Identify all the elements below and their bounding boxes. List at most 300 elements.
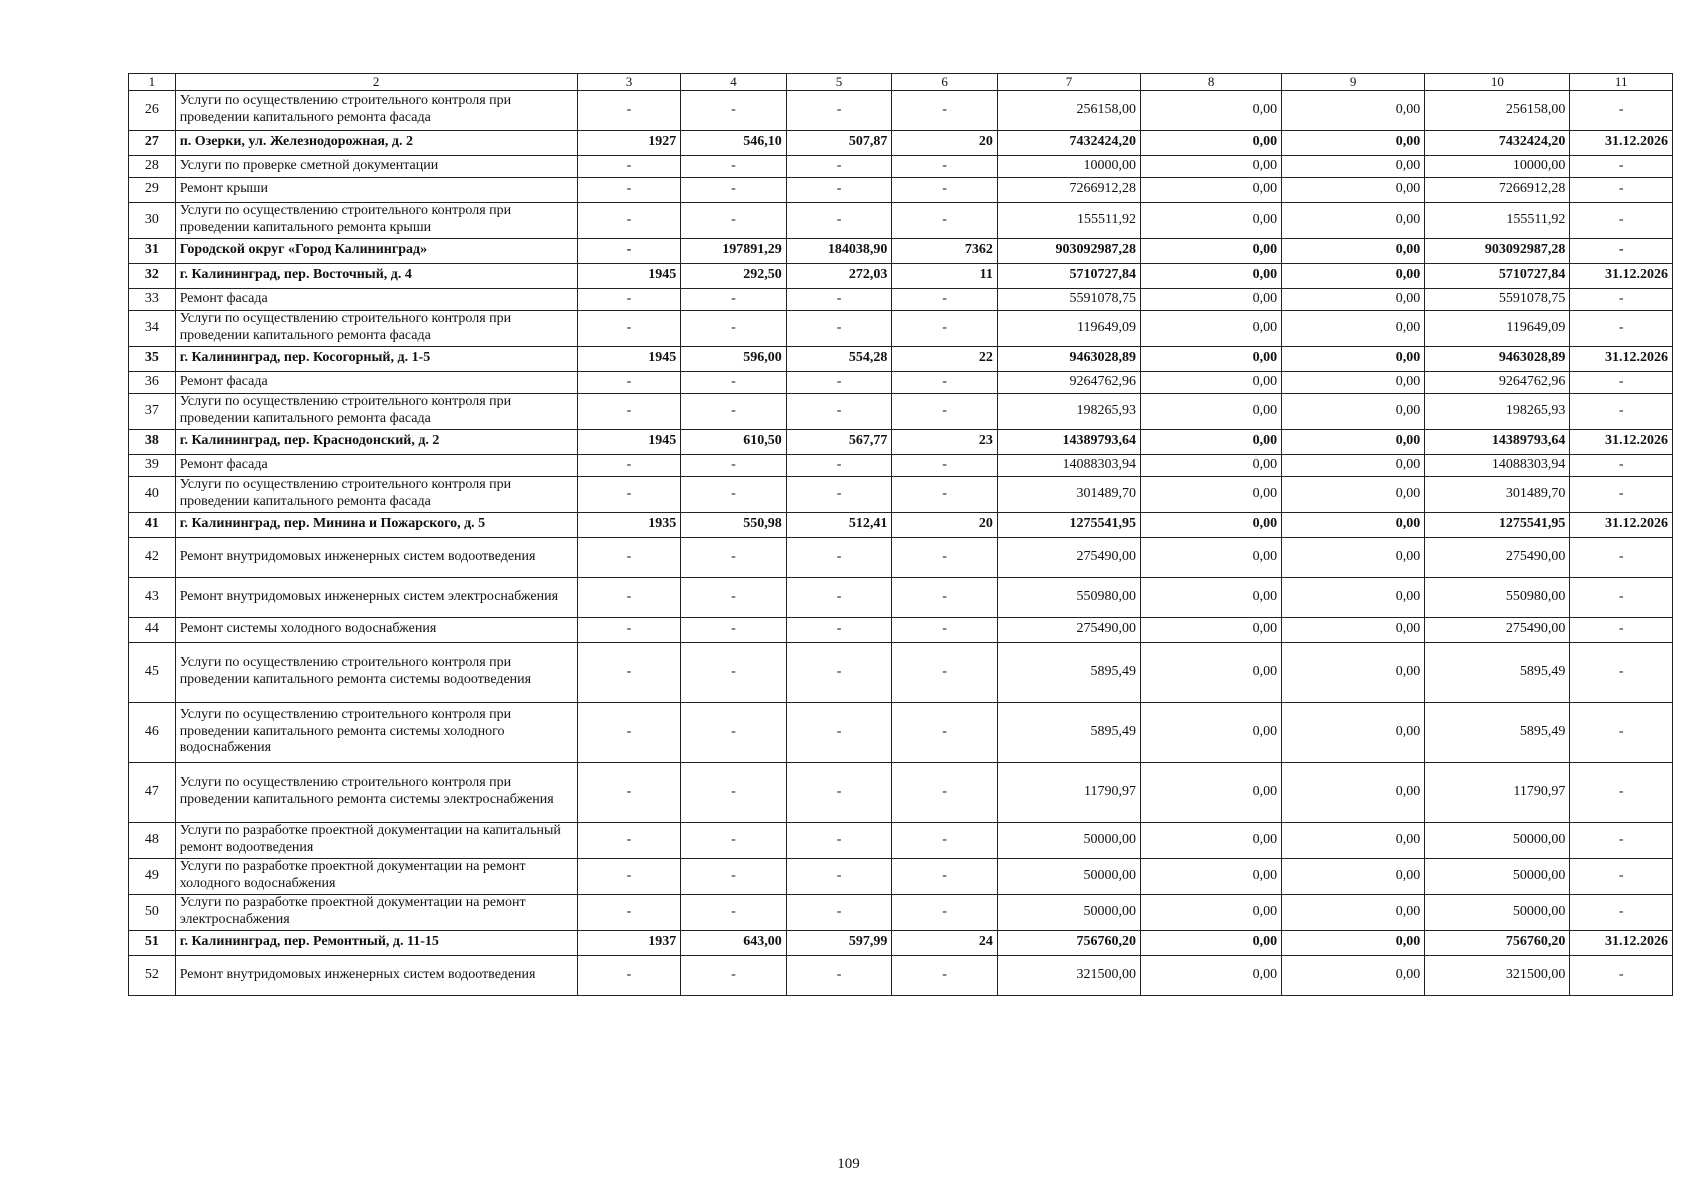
fund-share-cell: 0,00 (1141, 930, 1282, 955)
residents-cell: 7362 (892, 238, 998, 263)
row-number: 35 (129, 346, 176, 371)
year-cell: - (577, 577, 681, 617)
residents-cell: - (892, 955, 998, 995)
total-cost-cell: 155511,92 (997, 202, 1140, 238)
row-number: 37 (129, 393, 176, 429)
work-row (129, 371, 1673, 393)
year-cell: - (577, 642, 681, 702)
item-name: г. Калининград, пер. Косогорный, д. 1-5 (175, 346, 577, 371)
total-cost-cell: 275490,00 (997, 617, 1140, 642)
budget-share-cell: 0,00 (1282, 177, 1425, 202)
work-row (129, 702, 1673, 762)
area-total-cell: 643,00 (681, 930, 787, 955)
address-row (129, 238, 1673, 263)
year-cell: 1945 (577, 263, 681, 288)
row-number: 48 (129, 822, 176, 858)
deadline-cell: - (1570, 288, 1673, 310)
work-row (129, 202, 1673, 238)
owners-funds-cell: 5895,49 (1425, 702, 1570, 762)
work-row (129, 155, 1673, 177)
work-row (129, 894, 1673, 930)
total-cost-cell: 9264762,96 (997, 371, 1140, 393)
owners-funds-cell: 5710727,84 (1425, 263, 1570, 288)
program-table (128, 73, 1673, 996)
total-cost-cell: 301489,70 (997, 476, 1140, 512)
residents-cell: - (892, 202, 998, 238)
owners-funds-cell: 275490,00 (1425, 537, 1570, 577)
item-name: Услуги по осуществлению строительного контроля при проведении капитального ремонта системы водоотведения (175, 642, 577, 702)
residents-cell: 23 (892, 429, 998, 454)
column-number-header: 3 (577, 74, 681, 91)
row-number: 47 (129, 762, 176, 822)
budget-share-cell: 0,00 (1282, 429, 1425, 454)
fund-share-cell: 0,00 (1141, 702, 1282, 762)
work-row (129, 762, 1673, 822)
fund-share-cell: 0,00 (1141, 617, 1282, 642)
residents-cell: - (892, 577, 998, 617)
work-row (129, 454, 1673, 476)
fund-share-cell: 0,00 (1141, 894, 1282, 930)
owners-funds-cell: 9264762,96 (1425, 371, 1570, 393)
item-name: Услуги по разработке проектной документации на капитальный ремонт водоотведения (175, 822, 577, 858)
item-name: Услуги по разработке проектной документации на ремонт электроснабжения (175, 894, 577, 930)
area-living-cell: - (786, 822, 892, 858)
row-number: 27 (129, 130, 176, 155)
budget-share-cell: 0,00 (1282, 346, 1425, 371)
deadline-cell: - (1570, 393, 1673, 429)
area-total-cell: 550,98 (681, 512, 787, 537)
deadline-cell: - (1570, 762, 1673, 822)
item-name: Ремонт фасада (175, 454, 577, 476)
total-cost-cell: 119649,09 (997, 310, 1140, 346)
total-cost-cell: 10000,00 (997, 155, 1140, 177)
area-living-cell: - (786, 288, 892, 310)
area-total-cell: - (681, 155, 787, 177)
total-cost-cell: 50000,00 (997, 822, 1140, 858)
row-number: 50 (129, 894, 176, 930)
address-row (129, 263, 1673, 288)
total-cost-cell: 7266912,28 (997, 177, 1140, 202)
row-number: 45 (129, 642, 176, 702)
budget-share-cell: 0,00 (1282, 155, 1425, 177)
fund-share-cell: 0,00 (1141, 90, 1282, 130)
work-row (129, 393, 1673, 429)
deadline-cell: - (1570, 617, 1673, 642)
item-name: Услуги по осуществлению строительного контроля при проведении капитального ремонта фасада (175, 393, 577, 429)
total-cost-cell: 1275541,95 (997, 512, 1140, 537)
budget-share-cell: 0,00 (1282, 822, 1425, 858)
total-cost-cell: 756760,20 (997, 930, 1140, 955)
area-living-cell: - (786, 202, 892, 238)
row-number: 36 (129, 371, 176, 393)
budget-share-cell: 0,00 (1282, 393, 1425, 429)
address-row (129, 429, 1673, 454)
budget-share-cell: 0,00 (1282, 371, 1425, 393)
area-living-cell: 272,03 (786, 263, 892, 288)
row-number: 42 (129, 537, 176, 577)
address-row (129, 130, 1673, 155)
owners-funds-cell: 256158,00 (1425, 90, 1570, 130)
owners-funds-cell: 5895,49 (1425, 642, 1570, 702)
total-cost-cell: 550980,00 (997, 577, 1140, 617)
item-name: Ремонт крыши (175, 177, 577, 202)
work-row (129, 822, 1673, 858)
fund-share-cell: 0,00 (1141, 288, 1282, 310)
deadline-cell: 31.12.2026 (1570, 263, 1673, 288)
year-cell: 1945 (577, 346, 681, 371)
fund-share-cell: 0,00 (1141, 155, 1282, 177)
table-body (129, 74, 1673, 996)
deadline-cell: - (1570, 858, 1673, 894)
residents-cell: 11 (892, 263, 998, 288)
year-cell: 1945 (577, 429, 681, 454)
area-living-cell: 512,41 (786, 512, 892, 537)
area-total-cell: - (681, 393, 787, 429)
area-total-cell: - (681, 617, 787, 642)
owners-funds-cell: 198265,93 (1425, 393, 1570, 429)
area-total-cell: 197891,29 (681, 238, 787, 263)
budget-share-cell: 0,00 (1282, 202, 1425, 238)
year-cell: - (577, 371, 681, 393)
item-name: Услуги по осуществлению строительного контроля при проведении капитального ремонта фасада (175, 90, 577, 130)
year-cell: - (577, 476, 681, 512)
year-cell: - (577, 955, 681, 995)
budget-share-cell: 0,00 (1282, 955, 1425, 995)
work-row (129, 476, 1673, 512)
area-living-cell: - (786, 393, 892, 429)
area-living-cell: - (786, 454, 892, 476)
area-living-cell: - (786, 858, 892, 894)
work-row (129, 617, 1673, 642)
owners-funds-cell: 10000,00 (1425, 155, 1570, 177)
residents-cell: - (892, 310, 998, 346)
residents-cell: - (892, 702, 998, 762)
row-number: 46 (129, 702, 176, 762)
owners-funds-cell: 14389793,64 (1425, 429, 1570, 454)
row-number: 40 (129, 476, 176, 512)
total-cost-cell: 5591078,75 (997, 288, 1140, 310)
total-cost-cell: 5895,49 (997, 642, 1140, 702)
item-name: Услуги по осуществлению строительного контроля при проведении капитального ремонта фасада (175, 310, 577, 346)
area-total-cell: - (681, 955, 787, 995)
owners-funds-cell: 321500,00 (1425, 955, 1570, 995)
deadline-cell: - (1570, 155, 1673, 177)
year-cell: - (577, 393, 681, 429)
column-number-header: 2 (175, 74, 577, 91)
item-name: Ремонт фасада (175, 288, 577, 310)
total-cost-cell: 5895,49 (997, 702, 1140, 762)
year-cell: - (577, 702, 681, 762)
deadline-cell: - (1570, 822, 1673, 858)
fund-share-cell: 0,00 (1141, 130, 1282, 155)
budget-share-cell: 0,00 (1282, 642, 1425, 702)
deadline-cell: 31.12.2026 (1570, 429, 1673, 454)
owners-funds-cell: 550980,00 (1425, 577, 1570, 617)
residents-cell: - (892, 894, 998, 930)
residents-cell: - (892, 371, 998, 393)
item-name: Городской округ «Город Калининград» (175, 238, 577, 263)
year-cell: 1927 (577, 130, 681, 155)
deadline-cell: - (1570, 177, 1673, 202)
area-living-cell: - (786, 476, 892, 512)
owners-funds-cell: 155511,92 (1425, 202, 1570, 238)
row-number: 34 (129, 310, 176, 346)
budget-share-cell: 0,00 (1282, 288, 1425, 310)
year-cell: - (577, 617, 681, 642)
item-name: Услуги по осуществлению строительного контроля при проведении капитального ремонта крыши (175, 202, 577, 238)
row-number: 31 (129, 238, 176, 263)
total-cost-cell: 9463028,89 (997, 346, 1140, 371)
owners-funds-cell: 903092987,28 (1425, 238, 1570, 263)
total-cost-cell: 50000,00 (997, 894, 1140, 930)
row-number: 51 (129, 930, 176, 955)
item-name: Услуги по осуществлению строительного контроля при проведении капитального ремонта фасада (175, 476, 577, 512)
area-living-cell: 554,28 (786, 346, 892, 371)
total-cost-cell: 5710727,84 (997, 263, 1140, 288)
work-row (129, 955, 1673, 995)
item-name: Услуги по осуществлению строительного контроля при проведении капитального ремонта системы электроснабжения (175, 762, 577, 822)
total-cost-cell: 14088303,94 (997, 454, 1140, 476)
area-living-cell: - (786, 617, 892, 642)
item-name: г. Калининград, пер. Восточный, д. 4 (175, 263, 577, 288)
fund-share-cell: 0,00 (1141, 346, 1282, 371)
total-cost-cell: 275490,00 (997, 537, 1140, 577)
owners-funds-cell: 301489,70 (1425, 476, 1570, 512)
residents-cell: - (892, 393, 998, 429)
area-living-cell: 184038,90 (786, 238, 892, 263)
area-living-cell: - (786, 310, 892, 346)
item-name: Ремонт системы холодного водоснабжения (175, 617, 577, 642)
deadline-cell: - (1570, 476, 1673, 512)
fund-share-cell: 0,00 (1141, 202, 1282, 238)
deadline-cell: 31.12.2026 (1570, 346, 1673, 371)
deadline-cell: - (1570, 642, 1673, 702)
budget-share-cell: 0,00 (1282, 90, 1425, 130)
year-cell: - (577, 238, 681, 263)
area-living-cell: - (786, 762, 892, 822)
address-row (129, 930, 1673, 955)
area-living-cell: 567,77 (786, 429, 892, 454)
area-total-cell: 546,10 (681, 130, 787, 155)
work-row (129, 858, 1673, 894)
fund-share-cell: 0,00 (1141, 429, 1282, 454)
work-row (129, 537, 1673, 577)
column-number-header: 5 (786, 74, 892, 91)
residents-cell: - (892, 858, 998, 894)
area-total-cell: - (681, 371, 787, 393)
owners-funds-cell: 50000,00 (1425, 822, 1570, 858)
residents-cell: - (892, 155, 998, 177)
area-total-cell: 596,00 (681, 346, 787, 371)
item-name: г. Калининград, пер. Ремонтный, д. 11-15 (175, 930, 577, 955)
total-cost-cell: 903092987,28 (997, 238, 1140, 263)
residents-cell: - (892, 288, 998, 310)
year-cell: 1937 (577, 930, 681, 955)
column-number-header: 7 (997, 74, 1140, 91)
area-total-cell: - (681, 202, 787, 238)
year-cell: - (577, 537, 681, 577)
area-living-cell: - (786, 177, 892, 202)
area-living-cell: - (786, 371, 892, 393)
year-cell: - (577, 177, 681, 202)
row-number: 26 (129, 90, 176, 130)
budget-share-cell: 0,00 (1282, 577, 1425, 617)
residents-cell: - (892, 762, 998, 822)
year-cell: - (577, 202, 681, 238)
owners-funds-cell: 11790,97 (1425, 762, 1570, 822)
row-number: 43 (129, 577, 176, 617)
residents-cell: - (892, 177, 998, 202)
row-number: 41 (129, 512, 176, 537)
column-number-header: 10 (1425, 74, 1570, 91)
fund-share-cell: 0,00 (1141, 822, 1282, 858)
year-cell: 1935 (577, 512, 681, 537)
total-cost-cell: 7432424,20 (997, 130, 1140, 155)
year-cell: - (577, 454, 681, 476)
row-number: 30 (129, 202, 176, 238)
item-name: Ремонт внутридомовых инженерных систем водоотведения (175, 537, 577, 577)
owners-funds-cell: 756760,20 (1425, 930, 1570, 955)
fund-share-cell: 0,00 (1141, 577, 1282, 617)
row-number: 44 (129, 617, 176, 642)
area-total-cell: - (681, 476, 787, 512)
fund-share-cell: 0,00 (1141, 393, 1282, 429)
deadline-cell: - (1570, 371, 1673, 393)
owners-funds-cell: 50000,00 (1425, 894, 1570, 930)
area-total-cell: - (681, 858, 787, 894)
budget-share-cell: 0,00 (1282, 762, 1425, 822)
area-living-cell: 507,87 (786, 130, 892, 155)
deadline-cell: - (1570, 955, 1673, 995)
item-name: Услуги по проверке сметной документации (175, 155, 577, 177)
page-number: 109 (837, 1156, 860, 1172)
fund-share-cell: 0,00 (1141, 762, 1282, 822)
work-row (129, 310, 1673, 346)
residents-cell: 20 (892, 512, 998, 537)
area-living-cell: 597,99 (786, 930, 892, 955)
area-living-cell: - (786, 537, 892, 577)
area-total-cell: - (681, 310, 787, 346)
item-name: Ремонт фасада (175, 371, 577, 393)
budget-share-cell: 0,00 (1282, 454, 1425, 476)
fund-share-cell: 0,00 (1141, 642, 1282, 702)
residents-cell: - (892, 537, 998, 577)
work-row (129, 288, 1673, 310)
item-name: п. Озерки, ул. Железнодорожная, д. 2 (175, 130, 577, 155)
year-cell: - (577, 762, 681, 822)
residents-cell: - (892, 642, 998, 702)
fund-share-cell: 0,00 (1141, 537, 1282, 577)
year-cell: - (577, 90, 681, 130)
column-number-header: 4 (681, 74, 787, 91)
residents-cell: - (892, 90, 998, 130)
row-number: 33 (129, 288, 176, 310)
deadline-cell: 31.12.2026 (1570, 930, 1673, 955)
budget-share-cell: 0,00 (1282, 238, 1425, 263)
owners-funds-cell: 5591078,75 (1425, 288, 1570, 310)
area-total-cell: - (681, 288, 787, 310)
budget-share-cell: 0,00 (1282, 537, 1425, 577)
residents-cell: - (892, 822, 998, 858)
item-name: Ремонт внутридомовых инженерных систем водоотведения (175, 955, 577, 995)
budget-share-cell: 0,00 (1282, 930, 1425, 955)
owners-funds-cell: 119649,09 (1425, 310, 1570, 346)
deadline-cell: - (1570, 90, 1673, 130)
total-cost-cell: 256158,00 (997, 90, 1140, 130)
deadline-cell: - (1570, 310, 1673, 346)
area-total-cell: - (681, 642, 787, 702)
budget-share-cell: 0,00 (1282, 476, 1425, 512)
work-row (129, 177, 1673, 202)
area-total-cell: - (681, 537, 787, 577)
address-row (129, 512, 1673, 537)
item-name: г. Калининград, пер. Краснодонский, д. 2 (175, 429, 577, 454)
budget-share-cell: 0,00 (1282, 858, 1425, 894)
fund-share-cell: 0,00 (1141, 858, 1282, 894)
work-row (129, 90, 1673, 130)
column-number-header: 9 (1282, 74, 1425, 91)
residents-cell: - (892, 454, 998, 476)
column-number-header: 8 (1141, 74, 1282, 91)
area-total-cell: 610,50 (681, 429, 787, 454)
year-cell: - (577, 822, 681, 858)
area-total-cell: - (681, 702, 787, 762)
fund-share-cell: 0,00 (1141, 177, 1282, 202)
item-name: г. Калининград, пер. Минина и Пожарского, д. 5 (175, 512, 577, 537)
fund-share-cell: 0,00 (1141, 454, 1282, 476)
column-number-header: 1 (129, 74, 176, 91)
deadline-cell: - (1570, 894, 1673, 930)
item-name: Услуги по осуществлению строительного контроля при проведении капитального ремонта системы холодного водоснабжения (175, 702, 577, 762)
area-total-cell: - (681, 454, 787, 476)
budget-share-cell: 0,00 (1282, 263, 1425, 288)
residents-cell: - (892, 617, 998, 642)
fund-share-cell: 0,00 (1141, 476, 1282, 512)
total-cost-cell: 321500,00 (997, 955, 1140, 995)
budget-share-cell: 0,00 (1282, 130, 1425, 155)
row-number: 38 (129, 429, 176, 454)
item-name: Услуги по разработке проектной документации на ремонт холодного водоснабжения (175, 858, 577, 894)
total-cost-cell: 50000,00 (997, 858, 1140, 894)
area-total-cell: - (681, 894, 787, 930)
budget-share-cell: 0,00 (1282, 512, 1425, 537)
deadline-cell: - (1570, 454, 1673, 476)
total-cost-cell: 11790,97 (997, 762, 1140, 822)
area-total-cell: - (681, 822, 787, 858)
deadline-cell: 31.12.2026 (1570, 130, 1673, 155)
fund-share-cell: 0,00 (1141, 238, 1282, 263)
owners-funds-cell: 1275541,95 (1425, 512, 1570, 537)
area-total-cell: - (681, 177, 787, 202)
owners-funds-cell: 14088303,94 (1425, 454, 1570, 476)
fund-share-cell: 0,00 (1141, 371, 1282, 393)
budget-share-cell: 0,00 (1282, 894, 1425, 930)
residents-cell: 20 (892, 130, 998, 155)
year-cell: - (577, 858, 681, 894)
residents-cell: 24 (892, 930, 998, 955)
deadline-cell: - (1570, 577, 1673, 617)
row-number: 39 (129, 454, 176, 476)
row-number: 28 (129, 155, 176, 177)
year-cell: - (577, 894, 681, 930)
residents-cell: 22 (892, 346, 998, 371)
area-living-cell: - (786, 577, 892, 617)
area-living-cell: - (786, 894, 892, 930)
fund-share-cell: 0,00 (1141, 955, 1282, 995)
area-living-cell: - (786, 955, 892, 995)
deadline-cell: - (1570, 537, 1673, 577)
deadline-cell: - (1570, 202, 1673, 238)
